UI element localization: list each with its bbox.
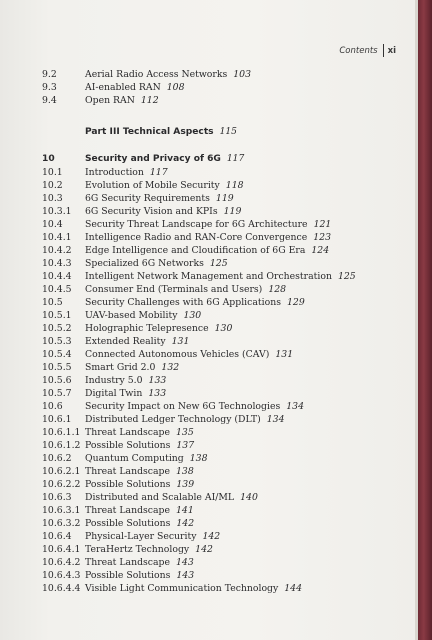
toc-entry-page: 129 [286,297,305,308]
toc-entry-title-wrap [85,543,213,556]
toc-entry-title-wrap [85,387,166,400]
toc-entry-title: Distributed and Scalable AI/ML [85,492,235,503]
toc-entry-number: 10.5.4 [42,349,72,360]
toc-entry-number: 10.6.1 [42,414,72,425]
toc-entry-number: 10.5.6 [42,375,72,386]
toc-entry-page: 117 [149,167,168,178]
toc-entry-title: Possible Solutions [85,479,171,490]
toc-entry-title-wrap [85,257,228,270]
running-header-title: Contents [339,45,378,56]
toc-entry-page: 128 [268,284,287,295]
toc-entry-title-wrap [85,166,168,179]
toc-entry-title: Aerial Radio Access Networks [85,69,228,80]
toc-entry-title: TeraHertz Technology [85,544,190,555]
toc-entry-title-wrap [85,348,293,361]
toc-entry-title: Possible Solutions [85,440,171,451]
toc-entry-number: 10.6.2 [42,453,72,464]
toc-entry-number: 10.4.3 [42,258,72,269]
toc-entry-title: Security and Privacy of 6G [85,154,221,164]
toc-entry-title: Threat Landscape [85,466,170,477]
toc-entry-page: 143 [176,557,194,568]
toc-entry-page: 131 [275,349,294,360]
toc-entry-title: Intelligent Network Management and Orchestration [85,271,332,282]
toc-entry-title-wrap [85,296,305,309]
toc-entry-number: 10.2 [42,180,63,191]
toc-entry-page: 141 [176,505,194,516]
toc-entry-number: 10.6.1.2 [42,440,81,451]
toc-entry-title-wrap [85,179,244,192]
toc-entry-number: 10.6.3.1 [42,505,81,516]
toc-entry-number: 10.5.2 [42,323,72,334]
toc-entry-page: 132 [161,362,180,373]
toc-entry-title: Distributed Ledger Technology (DLT) [85,414,261,425]
toc-entry-title: Visible Light Communication Technology [85,583,279,594]
toc-entry-title: Security Threat Landscape for 6G Architecture [85,219,308,230]
toc-entry-title: Intelligence Radio and RAN-Core Convergence [85,232,308,243]
toc-entry-title-wrap [85,192,234,205]
toc-entry-title: 6G Security Requirements [85,193,210,204]
toc-entry-title: Evolution of Mobile Security [85,180,220,191]
toc-entry-number: 10.6.3.2 [42,518,81,529]
toc-entry-title-wrap [85,68,251,81]
toc-entry-title: UAV-based Mobility [85,310,178,321]
toc-entry-title-wrap [85,153,244,166]
toc-entry-page: 137 [176,440,195,451]
toc-entry-title: Industry 5.0 [85,375,143,386]
toc-entry-number: 10.6.4.4 [42,583,81,594]
toc-entry-title-wrap [85,530,220,543]
toc-entry-title-wrap [85,270,356,283]
toc-entry-page: 139 [176,479,195,490]
toc-entry-title-wrap [85,413,284,426]
toc-entry-title-wrap [85,582,302,595]
toc-entry-title: Edge Intelligence and Cloudification of 6G Era [85,245,306,256]
toc-entry-page: 125 [209,258,228,269]
toc-entry-title-wrap [85,465,194,478]
toc-entry-title: Quantum Computing [85,453,184,464]
toc-entry-title-wrap [85,491,258,504]
toc-entry-title: Possible Solutions [85,518,171,529]
page-number: xi [387,45,396,56]
toc-entry-page: 133 [148,375,167,386]
toc-entry-number: 10.4.1 [42,232,72,243]
toc-entry-title: Security Challenges with 6G Applications [85,297,281,308]
toc-entry-title-wrap [85,556,194,569]
toc-entry-title-wrap [85,126,237,139]
toc-entry-number: 9.4 [42,95,57,106]
toc-entry-title-wrap [85,309,201,322]
toc-entry-number: 10.5.5 [42,362,72,373]
toc-entry-title: Holographic Telepresence [85,323,209,334]
toc-entry-title-wrap [85,374,166,387]
toc-entry-title-wrap [85,231,331,244]
toc-entry-page: 142 [195,544,213,555]
toc-entry-title: Threat Landscape [85,505,170,516]
toc-entry-number: 9.2 [42,69,57,80]
toc-entry-page: 103 [233,69,251,80]
toc-entry-page: 134 [266,414,285,425]
toc-entry-title-wrap [85,283,286,296]
toc-entry-title-wrap [85,400,304,413]
toc-entry-number: 10.6.3 [42,492,72,503]
toc-entry-page: 144 [284,583,303,594]
toc-entry-title: Open RAN [85,95,135,106]
toc-entry-title-wrap [85,439,194,452]
header-divider [383,44,384,57]
toc-entry-number: 10.6.2.1 [42,466,81,477]
toc-entry-number: 10.6.4.1 [42,544,81,555]
toc-entry-page: 135 [176,427,194,438]
toc-entry-number: 10.3.1 [42,206,72,217]
toc-entry-title-wrap [85,335,189,348]
toc-entry-number: 10.5.1 [42,310,72,321]
toc-entry-number: 10.1 [42,167,63,178]
toc-entry-title: Threat Landscape [85,557,170,568]
toc-entry-title: Part III Technical Aspects [85,127,214,137]
toc-entry-page: 134 [286,401,304,412]
toc-entry-number: 10.6.1.1 [42,427,81,438]
toc-entry-title: Consumer End (Terminals and Users) [85,284,263,295]
toc-entry-title: Possible Solutions [85,570,171,581]
toc-entry-title: Smart Grid 2.0 [85,362,156,373]
toc-entry-title: 6G Security Vision and KPIs [85,206,218,217]
toc-entry-number: 10.5.7 [42,388,72,399]
toc-entry-title-wrap [85,322,232,335]
toc-entry-number: 10.3 [42,193,63,204]
toc-entry-page: 125 [337,271,356,282]
toc-entry-number: 10.6.2.2 [42,479,81,490]
toc-entry-page: 140 [240,492,258,503]
toc-entry-title: Extended Reality [85,336,166,347]
toc-entry-title-wrap [85,218,331,231]
toc-entry-title: AI-enabled RAN [85,82,161,93]
toc-entry-page: 118 [225,180,244,191]
toc-entry-page: 143 [176,570,195,581]
toc-entry-title-wrap [85,205,241,218]
toc-entry-number: 10.5.3 [42,336,72,347]
toc-entry-page: 117 [226,154,245,164]
toc-entry-title: Introduction [85,167,144,178]
toc-entry-page: 112 [140,95,159,106]
toc-entry-title: Physical-Layer Security [85,531,197,542]
toc-entry-title: Specialized 6G Networks [85,258,204,269]
toc-entry-page: 130 [214,323,233,334]
toc-entry-title: Threat Landscape [85,427,170,438]
toc-entry-page: 123 [313,232,331,243]
toc-entry-page: 119 [215,193,234,204]
toc-entry-page: 115 [219,127,237,137]
toc-entry-title-wrap [85,504,194,517]
toc-entry-page: 133 [148,388,167,399]
toc-entry-number: 10.4 [42,219,63,230]
toc-entry-number: 10.6.4.2 [42,557,81,568]
toc-entry-title-wrap [85,517,194,530]
toc-entry-page: 121 [313,219,332,230]
toc-entry-page: 130 [183,310,202,321]
toc-entry-number: 10.4.5 [42,284,72,295]
toc-entry-title-wrap [85,81,185,94]
toc-entry-title-wrap [85,569,194,582]
toc-entry-title-wrap [85,452,208,465]
toc-entry-number: 10.4.2 [42,245,72,256]
toc-entry-number: 10.6.4.3 [42,570,81,581]
toc-entry-page: 108 [166,82,185,93]
toc-entry-title: Connected Autonomous Vehicles (CAV) [85,349,270,360]
toc-entry-page: 124 [311,245,330,256]
toc-entry-page: 138 [189,453,208,464]
toc-entry-page: 119 [223,206,242,217]
toc-entry-number: 10 [42,154,55,164]
toc-entry-page: 138 [176,466,194,477]
toc-entry-number: 10.6.4 [42,531,72,542]
toc-entry-page: 131 [171,336,190,347]
toc-entry-title: Digital Twin [85,388,143,399]
toc-entry-title-wrap [85,361,179,374]
book-cover-edge [418,0,432,640]
toc-entry-page: 142 [202,531,221,542]
toc-entry-title-wrap [85,94,159,107]
toc-entry-number: 10.4.4 [42,271,72,282]
toc-entry-number: 10.5 [42,297,63,308]
toc-entry-page: 142 [176,518,195,529]
toc-entry-title-wrap [85,244,329,257]
toc-entry-title-wrap [85,426,194,439]
toc-entry-number: 10.6 [42,401,63,412]
running-header [339,44,396,57]
toc-entry-title: Security Impact on New 6G Technologies [85,401,281,412]
toc-entry-title-wrap [85,478,194,491]
toc-entry-number: 9.3 [42,82,57,93]
